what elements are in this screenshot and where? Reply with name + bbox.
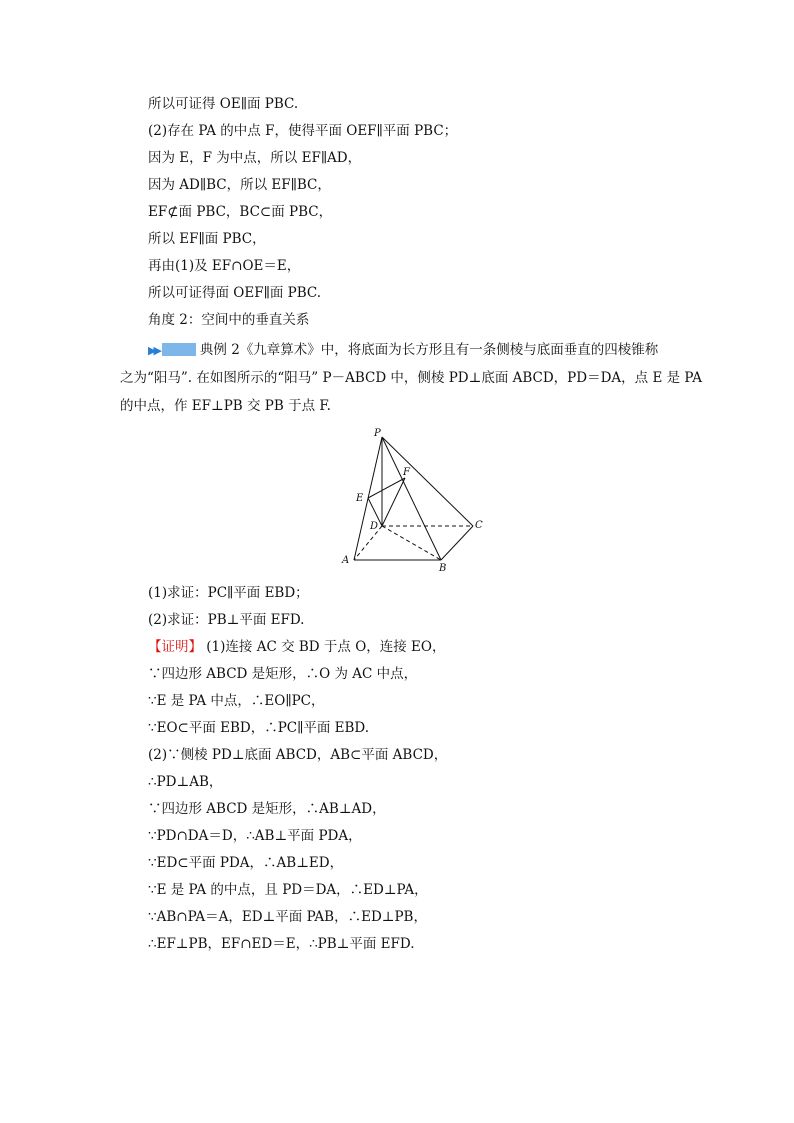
text-line: 因为 AD∥BC，所以 EF∥BC， <box>148 177 331 193</box>
label-A: A <box>342 555 350 566</box>
label-D: D <box>370 521 379 532</box>
example-line-2: 之为“阳马”. 在如图所示的“阳马” P－ABCD 中，侧棱 PD⊥底面 ABCD，PD＝DA，点 E 是 PA <box>120 370 702 386</box>
question-1: (1)求证：PC∥平面 EBD； <box>148 585 309 601</box>
segment-EF <box>368 478 405 498</box>
text-line: EF⊄面 PBC，BC⊂面 PBC， <box>148 204 333 220</box>
label-F: F <box>403 467 410 478</box>
text-line: 因为 E，F 为中点，所以 EF∥AD， <box>148 150 362 166</box>
proof-line: ∴EF⊥PB，EF∩ED＝E，∴PB⊥平面 EFD. <box>148 936 415 952</box>
pyramid-figure <box>336 425 496 575</box>
proof-line: ∵四边形 ABCD 是矩形，∴O 为 AC 中点， <box>148 666 418 682</box>
label-B: B <box>439 563 447 574</box>
example-text: 《九章算术》中，将底面为长方形且有一条侧棱与底面垂直的四棱锥称 <box>239 342 659 358</box>
edge-PB <box>382 437 441 560</box>
proof-line: ∵PD∩DA＝D，∴AB⊥平面 PDA， <box>148 828 362 844</box>
text-line: 所以可证得 OE∥面 PBC. <box>148 96 299 112</box>
example-marker-icon: ▶▶ <box>148 340 196 361</box>
text-line: 再由(1)及 EF∩OE＝E， <box>148 258 301 274</box>
edge-PC <box>382 437 473 526</box>
example-line-3: 的中点，作 EF⊥PB 交 PB 于点 F. <box>120 398 331 414</box>
proof-line: ∴PD⊥AB， <box>148 774 223 790</box>
proof-line: (2)∵侧棱 PD⊥底面 ABCD，AB⊂平面 ABCD， <box>148 747 448 763</box>
proof-line: ∵EO⊂平面 EBD，∴PC∥平面 EBD. <box>148 720 370 736</box>
label-P: P <box>374 428 381 439</box>
example-label: 典例 2 <box>199 342 240 358</box>
proof-line: ∵E 是 PA 的中点，且 PD＝DA，∴ED⊥PA， <box>148 882 428 898</box>
example-line-1 <box>148 340 658 361</box>
proof-line: ∵ED⊂平面 PDA，∴AB⊥ED， <box>148 855 344 871</box>
segment-DF <box>382 478 405 526</box>
text-line: 所以 EF∥面 PBC， <box>148 231 266 247</box>
proof-first-line <box>148 637 445 657</box>
question-2: (2)求证：PB⊥平面 EFD. <box>148 612 305 628</box>
proof-line: ∵AB∩PA＝A，ED⊥平面 PAB，∴ED⊥PB， <box>148 909 427 925</box>
proof-tag: 【证明】 <box>148 639 202 655</box>
edge-BC <box>441 526 473 560</box>
hidden-edge-DB <box>382 526 441 560</box>
proof-line: ∵E 是 PA 中点，∴EO∥PC， <box>148 693 325 709</box>
text-line: (2)存在 PA 的中点 F，使得平面 OEF∥平面 PBC； <box>148 123 458 139</box>
proof-first-text: (1)连接 AC 交 BD 于点 O，连接 EO， <box>202 639 446 655</box>
label-C: C <box>475 520 483 531</box>
section-heading: 角度 2：空间中的垂直关系 <box>148 312 310 328</box>
label-E: E <box>356 493 364 504</box>
text-line: 所以可证得面 OEF∥面 PBC. <box>148 285 322 301</box>
proof-line: ∵四边形 ABCD 是矩形，∴AB⊥AD， <box>148 801 386 817</box>
